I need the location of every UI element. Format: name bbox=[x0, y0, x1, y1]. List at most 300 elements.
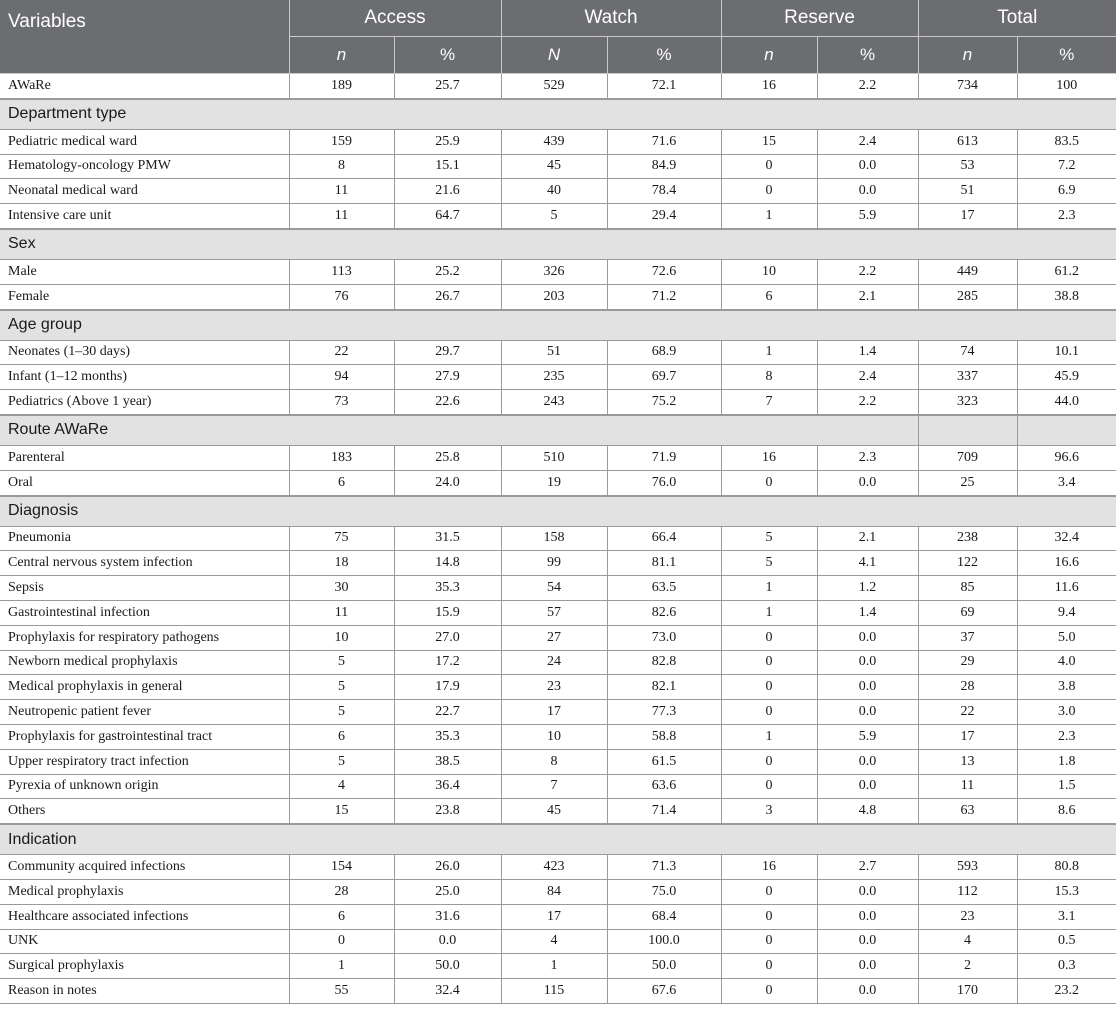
table-row bbox=[0, 129, 1116, 154]
cell-reserve-n: 1 bbox=[721, 340, 817, 365]
cell-watch-pct: 68.4 bbox=[607, 904, 721, 929]
cell-access-pct: 27.0 bbox=[394, 625, 501, 650]
table-row bbox=[0, 365, 1116, 390]
cell-total-n: 13 bbox=[918, 749, 1017, 774]
cell-reserve-pct: 2.4 bbox=[817, 365, 918, 390]
cell-watch-n: 40 bbox=[501, 179, 607, 204]
cell-access-pct: 32.4 bbox=[394, 979, 501, 1004]
cell-watch-pct: 81.1 bbox=[607, 551, 721, 576]
cell-total-pct: 96.6 bbox=[1017, 445, 1116, 470]
cell-total-n: 17 bbox=[918, 724, 1017, 749]
cell-total-pct: 6.9 bbox=[1017, 179, 1116, 204]
cell-access-n: 5 bbox=[289, 675, 394, 700]
cell-reserve-pct: 0.0 bbox=[817, 904, 918, 929]
cell-reserve-n: 0 bbox=[721, 774, 817, 799]
cell-total-n: 22 bbox=[918, 700, 1017, 725]
cell-reserve-n: 15 bbox=[721, 129, 817, 154]
cell-watch-n: 10 bbox=[501, 724, 607, 749]
cell-total-n: 37 bbox=[918, 625, 1017, 650]
cell-watch-n: 51 bbox=[501, 340, 607, 365]
cell-access-n: 28 bbox=[289, 879, 394, 904]
cell-access-n: 94 bbox=[289, 365, 394, 390]
cell-watch-pct: 61.5 bbox=[607, 749, 721, 774]
cell-access-n: 10 bbox=[289, 625, 394, 650]
cell-watch-n: 17 bbox=[501, 904, 607, 929]
cell-access-n: 75 bbox=[289, 526, 394, 551]
cell-access-n: 113 bbox=[289, 259, 394, 284]
section-header-row bbox=[0, 229, 1116, 260]
cell-reserve-n: 0 bbox=[721, 675, 817, 700]
cell-reserve-pct: 2.4 bbox=[817, 129, 918, 154]
cell-total-n: 51 bbox=[918, 179, 1017, 204]
cell-watch-n: 5 bbox=[501, 204, 607, 229]
cell-reserve-n: 5 bbox=[721, 526, 817, 551]
cell-watch-n: 243 bbox=[501, 390, 607, 415]
cell-reserve-n: 0 bbox=[721, 154, 817, 179]
table-header bbox=[0, 0, 1116, 74]
row-label: Healthcare associated infections bbox=[0, 904, 289, 929]
cell-access-n: 189 bbox=[289, 74, 394, 99]
cell-watch-n: 45 bbox=[501, 799, 607, 824]
cell-watch-pct: 63.5 bbox=[607, 576, 721, 601]
cell-access-pct: 15.9 bbox=[394, 600, 501, 625]
cell-access-n: 76 bbox=[289, 284, 394, 309]
cell-watch-pct: 75.2 bbox=[607, 390, 721, 415]
section-header-row bbox=[0, 310, 1116, 341]
row-label: AWaRe bbox=[0, 74, 289, 99]
cell-total-n: 734 bbox=[918, 74, 1017, 99]
cell-watch-pct: 66.4 bbox=[607, 526, 721, 551]
cell-reserve-pct: 0.0 bbox=[817, 625, 918, 650]
cell-watch-n: 439 bbox=[501, 129, 607, 154]
cell-reserve-pct: 2.1 bbox=[817, 526, 918, 551]
cell-reserve-n: 0 bbox=[721, 879, 817, 904]
row-label: Gastrointestinal infection bbox=[0, 600, 289, 625]
cell-access-n: 5 bbox=[289, 700, 394, 725]
cell-total-pct: 3.0 bbox=[1017, 700, 1116, 725]
cell-total-n: 2 bbox=[918, 954, 1017, 979]
cell-access-n: 11 bbox=[289, 204, 394, 229]
cell-watch-n: 17 bbox=[501, 700, 607, 725]
cell-reserve-pct: 0.0 bbox=[817, 179, 918, 204]
cell-total-n: 28 bbox=[918, 675, 1017, 700]
cell-total-n: 4 bbox=[918, 929, 1017, 954]
row-label: Pediatric medical ward bbox=[0, 129, 289, 154]
header-watch: Watch bbox=[501, 0, 721, 37]
cell-reserve-pct: 2.1 bbox=[817, 284, 918, 309]
row-label: Medical prophylaxis bbox=[0, 879, 289, 904]
table-row bbox=[0, 179, 1116, 204]
cell-reserve-n: 1 bbox=[721, 724, 817, 749]
cell-watch-n: 19 bbox=[501, 470, 607, 495]
table-row bbox=[0, 724, 1116, 749]
cell-watch-pct: 72.6 bbox=[607, 259, 721, 284]
section-header-row bbox=[0, 824, 1116, 855]
cell-access-n: 11 bbox=[289, 600, 394, 625]
row-label: Oral bbox=[0, 470, 289, 495]
cell-total-n: 238 bbox=[918, 526, 1017, 551]
cell-access-pct: 17.2 bbox=[394, 650, 501, 675]
table-row bbox=[0, 154, 1116, 179]
cell-watch-pct: 78.4 bbox=[607, 179, 721, 204]
section-label: Sex bbox=[0, 229, 1116, 260]
cell-watch-pct: 82.8 bbox=[607, 650, 721, 675]
table-row bbox=[0, 551, 1116, 576]
cell-total-pct: 0.3 bbox=[1017, 954, 1116, 979]
cell-reserve-n: 16 bbox=[721, 855, 817, 880]
cell-access-n: 8 bbox=[289, 154, 394, 179]
cell-watch-pct: 71.6 bbox=[607, 129, 721, 154]
section-header-row bbox=[0, 415, 1116, 446]
cell-total-pct: 10.1 bbox=[1017, 340, 1116, 365]
cell-access-pct: 26.7 bbox=[394, 284, 501, 309]
header-reserve: Reserve bbox=[721, 0, 918, 37]
cell-total-pct: 61.2 bbox=[1017, 259, 1116, 284]
cell-access-pct: 31.5 bbox=[394, 526, 501, 551]
row-label: Parenteral bbox=[0, 445, 289, 470]
cell-reserve-pct: 5.9 bbox=[817, 724, 918, 749]
cell-access-pct: 25.7 bbox=[394, 74, 501, 99]
table-body bbox=[0, 74, 1116, 1004]
section-label: Indication bbox=[0, 824, 1116, 855]
cell-reserve-n: 1 bbox=[721, 600, 817, 625]
cell-access-n: 55 bbox=[289, 979, 394, 1004]
subheader-access-n: n bbox=[289, 37, 394, 74]
cell-reserve-n: 0 bbox=[721, 650, 817, 675]
header-variables: Variables bbox=[0, 0, 289, 74]
cell-access-n: 183 bbox=[289, 445, 394, 470]
cell-total-pct: 8.6 bbox=[1017, 799, 1116, 824]
cell-total-pct: 23.2 bbox=[1017, 979, 1116, 1004]
cell-watch-pct: 77.3 bbox=[607, 700, 721, 725]
cell-access-pct: 38.5 bbox=[394, 749, 501, 774]
cell-watch-pct: 84.9 bbox=[607, 154, 721, 179]
cell-reserve-pct: 0.0 bbox=[817, 954, 918, 979]
section-label: Route AWaRe bbox=[0, 415, 918, 446]
row-label: Pediatrics (Above 1 year) bbox=[0, 390, 289, 415]
table-row bbox=[0, 470, 1116, 495]
row-label: Prophylaxis for gastrointestinal tract bbox=[0, 724, 289, 749]
cell-watch-n: 45 bbox=[501, 154, 607, 179]
cell-total-pct: 4.0 bbox=[1017, 650, 1116, 675]
cell-reserve-n: 0 bbox=[721, 904, 817, 929]
cell-reserve-n: 0 bbox=[721, 749, 817, 774]
cell-total-n: 122 bbox=[918, 551, 1017, 576]
cell-access-n: 15 bbox=[289, 799, 394, 824]
subheader-access-pct: % bbox=[394, 37, 501, 74]
row-label: Female bbox=[0, 284, 289, 309]
cell-reserve-n: 0 bbox=[721, 979, 817, 1004]
cell-reserve-n: 6 bbox=[721, 284, 817, 309]
cell-access-n: 0 bbox=[289, 929, 394, 954]
cell-total-n: 29 bbox=[918, 650, 1017, 675]
cell-total-pct: 3.8 bbox=[1017, 675, 1116, 700]
row-label: Prophylaxis for respiratory pathogens bbox=[0, 625, 289, 650]
cell-access-pct: 23.8 bbox=[394, 799, 501, 824]
cell-access-n: 5 bbox=[289, 749, 394, 774]
row-label: Central nervous system infection bbox=[0, 551, 289, 576]
cell-access-n: 6 bbox=[289, 904, 394, 929]
section-empty-cell bbox=[918, 415, 1017, 446]
cell-watch-n: 24 bbox=[501, 650, 607, 675]
cell-watch-pct: 67.6 bbox=[607, 979, 721, 1004]
cell-access-pct: 21.6 bbox=[394, 179, 501, 204]
cell-access-n: 6 bbox=[289, 724, 394, 749]
cell-reserve-pct: 1.4 bbox=[817, 600, 918, 625]
cell-watch-n: 57 bbox=[501, 600, 607, 625]
cell-reserve-pct: 2.2 bbox=[817, 259, 918, 284]
row-label: Hematology-oncology PMW bbox=[0, 154, 289, 179]
cell-access-n: 22 bbox=[289, 340, 394, 365]
cell-total-n: 112 bbox=[918, 879, 1017, 904]
cell-total-pct: 2.3 bbox=[1017, 724, 1116, 749]
table-row bbox=[0, 650, 1116, 675]
cell-reserve-pct: 1.4 bbox=[817, 340, 918, 365]
cell-reserve-n: 0 bbox=[721, 929, 817, 954]
cell-reserve-pct: 0.0 bbox=[817, 979, 918, 1004]
cell-access-pct: 25.9 bbox=[394, 129, 501, 154]
cell-watch-pct: 68.9 bbox=[607, 340, 721, 365]
table-row bbox=[0, 204, 1116, 229]
cell-access-n: 159 bbox=[289, 129, 394, 154]
cell-reserve-n: 0 bbox=[721, 625, 817, 650]
row-label: Infant (1–12 months) bbox=[0, 365, 289, 390]
cell-reserve-pct: 0.0 bbox=[817, 700, 918, 725]
cell-total-pct: 44.0 bbox=[1017, 390, 1116, 415]
row-label: Neutropenic patient fever bbox=[0, 700, 289, 725]
table-row bbox=[0, 749, 1116, 774]
cell-watch-pct: 58.8 bbox=[607, 724, 721, 749]
row-label: Neonatal medical ward bbox=[0, 179, 289, 204]
cell-access-pct: 29.7 bbox=[394, 340, 501, 365]
cell-total-n: 53 bbox=[918, 154, 1017, 179]
cell-access-n: 6 bbox=[289, 470, 394, 495]
subheader-watch-pct: % bbox=[607, 37, 721, 74]
cell-access-n: 18 bbox=[289, 551, 394, 576]
table-row bbox=[0, 774, 1116, 799]
header-access: Access bbox=[289, 0, 501, 37]
table-row bbox=[0, 576, 1116, 601]
row-label: Others bbox=[0, 799, 289, 824]
cell-total-pct: 5.0 bbox=[1017, 625, 1116, 650]
table-row bbox=[0, 526, 1116, 551]
cell-watch-pct: 76.0 bbox=[607, 470, 721, 495]
cell-total-n: 323 bbox=[918, 390, 1017, 415]
cell-total-pct: 45.9 bbox=[1017, 365, 1116, 390]
cell-access-pct: 17.9 bbox=[394, 675, 501, 700]
cell-total-pct: 3.1 bbox=[1017, 904, 1116, 929]
table-row bbox=[0, 675, 1116, 700]
table-row bbox=[0, 904, 1116, 929]
cell-watch-pct: 82.1 bbox=[607, 675, 721, 700]
cell-reserve-n: 1 bbox=[721, 576, 817, 601]
section-label: Department type bbox=[0, 99, 1116, 130]
cell-watch-n: 326 bbox=[501, 259, 607, 284]
cell-total-n: 69 bbox=[918, 600, 1017, 625]
cell-total-n: 63 bbox=[918, 799, 1017, 824]
cell-watch-pct: 69.7 bbox=[607, 365, 721, 390]
cell-watch-pct: 29.4 bbox=[607, 204, 721, 229]
row-label: Intensive care unit bbox=[0, 204, 289, 229]
cell-access-n: 11 bbox=[289, 179, 394, 204]
cell-reserve-pct: 2.2 bbox=[817, 390, 918, 415]
cell-access-n: 73 bbox=[289, 390, 394, 415]
cell-watch-n: 423 bbox=[501, 855, 607, 880]
header-total: Total bbox=[918, 0, 1116, 37]
cell-reserve-pct: 0.0 bbox=[817, 774, 918, 799]
cell-reserve-n: 0 bbox=[721, 179, 817, 204]
cell-access-pct: 35.3 bbox=[394, 576, 501, 601]
row-label: Community acquired infections bbox=[0, 855, 289, 880]
cell-reserve-pct: 0.0 bbox=[817, 879, 918, 904]
cell-reserve-pct: 5.9 bbox=[817, 204, 918, 229]
table-row bbox=[0, 700, 1116, 725]
cell-watch-pct: 82.6 bbox=[607, 600, 721, 625]
cell-watch-pct: 71.3 bbox=[607, 855, 721, 880]
cell-total-pct: 15.3 bbox=[1017, 879, 1116, 904]
cell-reserve-n: 8 bbox=[721, 365, 817, 390]
cell-reserve-n: 7 bbox=[721, 390, 817, 415]
table-row bbox=[0, 879, 1116, 904]
cell-watch-n: 1 bbox=[501, 954, 607, 979]
cell-watch-pct: 63.6 bbox=[607, 774, 721, 799]
cell-watch-n: 510 bbox=[501, 445, 607, 470]
cell-watch-pct: 100.0 bbox=[607, 929, 721, 954]
cell-reserve-pct: 4.8 bbox=[817, 799, 918, 824]
table-row bbox=[0, 799, 1116, 824]
cell-access-pct: 24.0 bbox=[394, 470, 501, 495]
cell-total-n: 25 bbox=[918, 470, 1017, 495]
cell-total-n: 709 bbox=[918, 445, 1017, 470]
cell-watch-n: 54 bbox=[501, 576, 607, 601]
cell-access-pct: 64.7 bbox=[394, 204, 501, 229]
cell-watch-n: 158 bbox=[501, 526, 607, 551]
table-row bbox=[0, 284, 1116, 309]
cell-access-pct: 15.1 bbox=[394, 154, 501, 179]
subheader-reserve-pct: % bbox=[817, 37, 918, 74]
cell-total-pct: 3.4 bbox=[1017, 470, 1116, 495]
cell-access-pct: 26.0 bbox=[394, 855, 501, 880]
table-row bbox=[0, 979, 1116, 1004]
row-label: Newborn medical prophylaxis bbox=[0, 650, 289, 675]
cell-access-n: 4 bbox=[289, 774, 394, 799]
cell-total-pct: 16.6 bbox=[1017, 551, 1116, 576]
table-row bbox=[0, 600, 1116, 625]
cell-watch-pct: 71.2 bbox=[607, 284, 721, 309]
cell-access-pct: 27.9 bbox=[394, 365, 501, 390]
cell-total-n: 23 bbox=[918, 904, 1017, 929]
cell-access-n: 154 bbox=[289, 855, 394, 880]
cell-access-pct: 31.6 bbox=[394, 904, 501, 929]
cell-access-pct: 50.0 bbox=[394, 954, 501, 979]
cell-total-n: 593 bbox=[918, 855, 1017, 880]
cell-total-pct: 2.3 bbox=[1017, 204, 1116, 229]
cell-total-pct: 1.8 bbox=[1017, 749, 1116, 774]
cell-access-pct: 0.0 bbox=[394, 929, 501, 954]
section-label: Age group bbox=[0, 310, 1116, 341]
cell-total-n: 11 bbox=[918, 774, 1017, 799]
section-header-row bbox=[0, 496, 1116, 527]
section-label: Diagnosis bbox=[0, 496, 1116, 527]
row-label: Upper respiratory tract infection bbox=[0, 749, 289, 774]
cell-watch-n: 27 bbox=[501, 625, 607, 650]
row-label: Sepsis bbox=[0, 576, 289, 601]
cell-reserve-n: 16 bbox=[721, 74, 817, 99]
cell-reserve-n: 10 bbox=[721, 259, 817, 284]
cell-total-n: 613 bbox=[918, 129, 1017, 154]
cell-reserve-n: 0 bbox=[721, 470, 817, 495]
cell-access-pct: 22.7 bbox=[394, 700, 501, 725]
cell-watch-n: 99 bbox=[501, 551, 607, 576]
table-row bbox=[0, 390, 1116, 415]
cell-watch-n: 84 bbox=[501, 879, 607, 904]
table-row bbox=[0, 445, 1116, 470]
cell-reserve-n: 0 bbox=[721, 954, 817, 979]
table-row bbox=[0, 929, 1116, 954]
cell-total-pct: 83.5 bbox=[1017, 129, 1116, 154]
cell-watch-pct: 71.4 bbox=[607, 799, 721, 824]
row-label: UNK bbox=[0, 929, 289, 954]
cell-reserve-pct: 2.3 bbox=[817, 445, 918, 470]
cell-watch-pct: 72.1 bbox=[607, 74, 721, 99]
cell-watch-pct: 73.0 bbox=[607, 625, 721, 650]
row-label: Medical prophylaxis in general bbox=[0, 675, 289, 700]
cell-total-pct: 32.4 bbox=[1017, 526, 1116, 551]
cell-access-pct: 36.4 bbox=[394, 774, 501, 799]
table-row bbox=[0, 340, 1116, 365]
cell-total-pct: 9.4 bbox=[1017, 600, 1116, 625]
cell-reserve-pct: 0.0 bbox=[817, 470, 918, 495]
cell-reserve-pct: 2.7 bbox=[817, 855, 918, 880]
cell-total-pct: 1.5 bbox=[1017, 774, 1116, 799]
table-row bbox=[0, 954, 1116, 979]
cell-total-pct: 7.2 bbox=[1017, 154, 1116, 179]
cell-total-n: 17 bbox=[918, 204, 1017, 229]
cell-total-pct: 38.8 bbox=[1017, 284, 1116, 309]
cell-access-n: 1 bbox=[289, 954, 394, 979]
subheader-total-n: n bbox=[918, 37, 1017, 74]
cell-watch-n: 115 bbox=[501, 979, 607, 1004]
cell-watch-n: 8 bbox=[501, 749, 607, 774]
cell-watch-n: 23 bbox=[501, 675, 607, 700]
cell-access-pct: 14.8 bbox=[394, 551, 501, 576]
section-header-row bbox=[0, 99, 1116, 130]
cell-access-n: 30 bbox=[289, 576, 394, 601]
cell-total-n: 170 bbox=[918, 979, 1017, 1004]
subheader-total-pct: % bbox=[1017, 37, 1116, 74]
table-row bbox=[0, 259, 1116, 284]
cell-watch-n: 235 bbox=[501, 365, 607, 390]
cell-reserve-pct: 0.0 bbox=[817, 929, 918, 954]
cell-total-pct: 0.5 bbox=[1017, 929, 1116, 954]
cell-total-pct: 80.8 bbox=[1017, 855, 1116, 880]
cell-watch-n: 7 bbox=[501, 774, 607, 799]
row-label: Pneumonia bbox=[0, 526, 289, 551]
cell-reserve-n: 5 bbox=[721, 551, 817, 576]
cell-total-pct: 100 bbox=[1017, 74, 1116, 99]
cell-total-n: 337 bbox=[918, 365, 1017, 390]
cell-access-pct: 22.6 bbox=[394, 390, 501, 415]
cell-watch-pct: 71.9 bbox=[607, 445, 721, 470]
cell-watch-pct: 75.0 bbox=[607, 879, 721, 904]
row-label: Reason in notes bbox=[0, 979, 289, 1004]
cell-reserve-n: 0 bbox=[721, 700, 817, 725]
cell-access-n: 5 bbox=[289, 650, 394, 675]
cell-reserve-pct: 2.2 bbox=[817, 74, 918, 99]
cell-reserve-n: 1 bbox=[721, 204, 817, 229]
cell-watch-n: 4 bbox=[501, 929, 607, 954]
cell-total-pct: 11.6 bbox=[1017, 576, 1116, 601]
